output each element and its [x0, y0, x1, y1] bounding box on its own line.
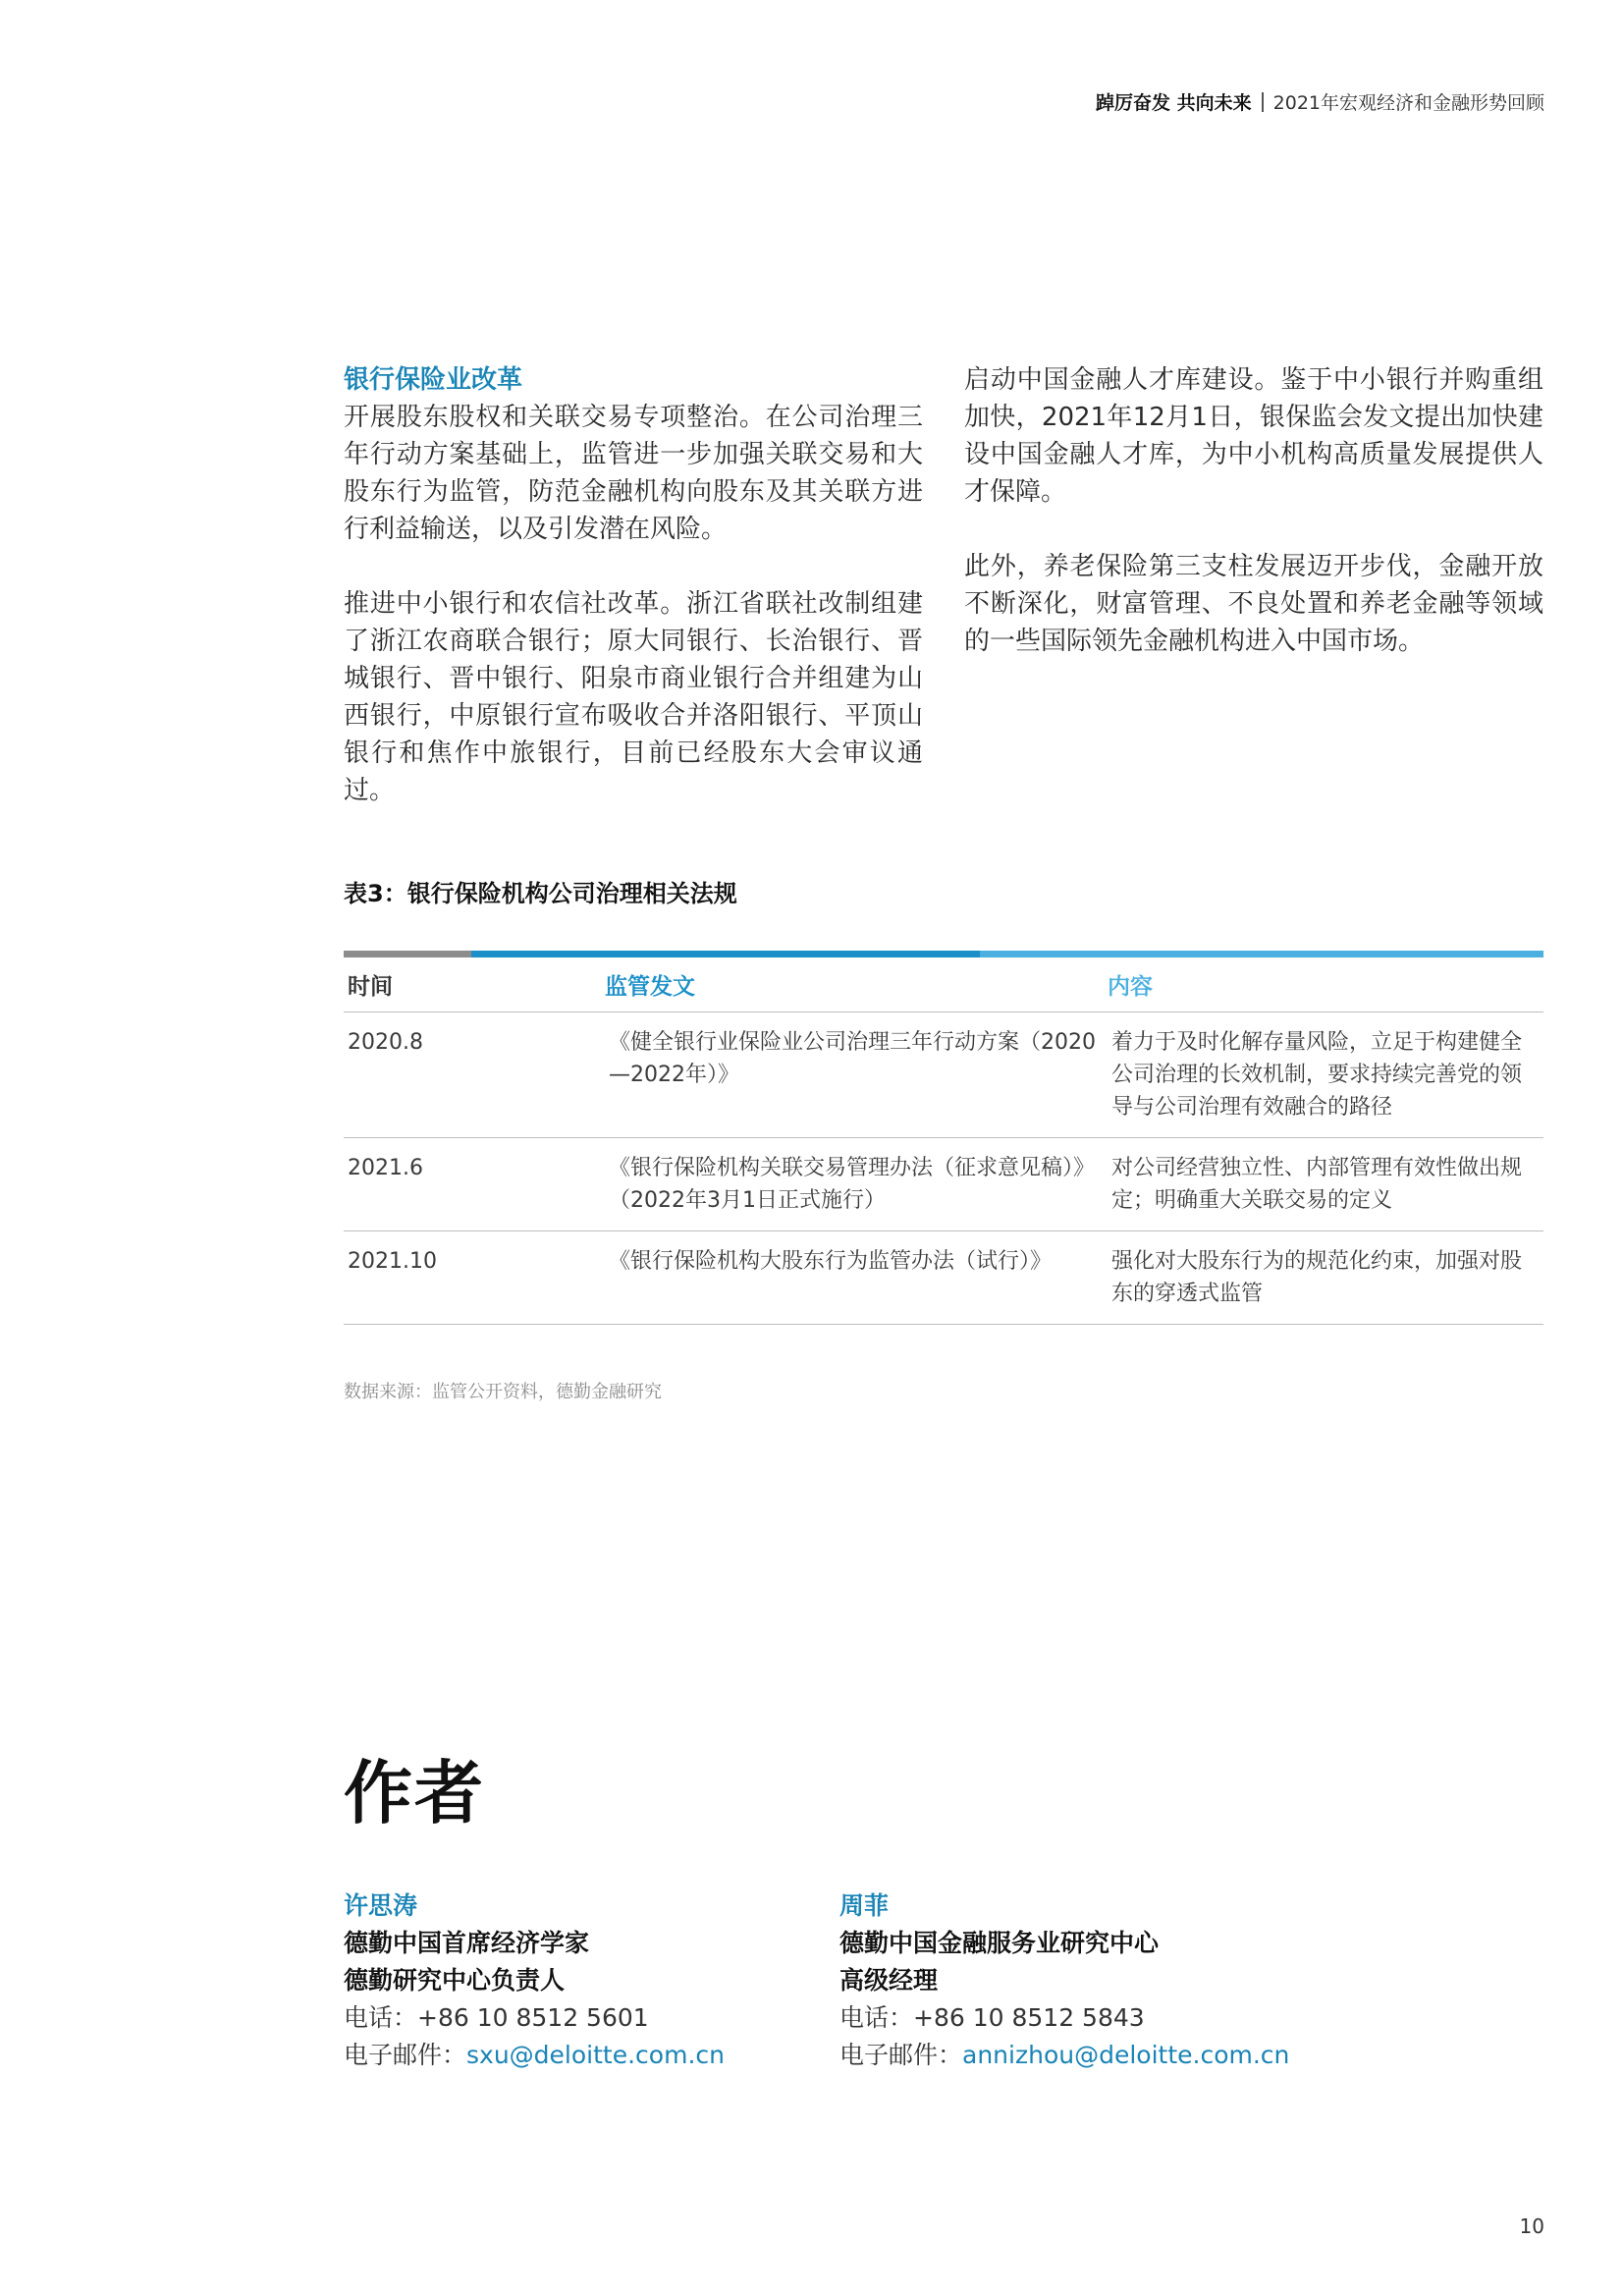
- phone-number: +86 10 8512 5601: [417, 2003, 649, 2032]
- phone-label: 电话：: [344, 2003, 418, 2032]
- author-title: 德勤研究中心负责人: [344, 1966, 566, 1995]
- author-phone: [344, 1999, 725, 2037]
- author-email: [839, 2037, 1289, 2074]
- header-bar-grey: [344, 951, 471, 957]
- header-divider: [1262, 92, 1264, 112]
- left-column: [344, 361, 923, 847]
- email-label: 电子邮件：: [839, 2041, 963, 2069]
- author-card: [839, 1887, 1289, 2074]
- author-title: 德勤中国首席经济学家: [344, 1929, 590, 1957]
- cell-document: 《健全银行业保险业公司治理三年行动方案（2020—2022年）》: [475, 1012, 1104, 1138]
- table-row: [344, 1012, 1543, 1138]
- running-header: [1096, 88, 1544, 115]
- cell-content: 着力于及时化解存量风险，立足于构建健全公司治理的长效机制，要求持续完善党的领导与公司治理有效融合的路径: [1104, 1012, 1543, 1138]
- header-slogan: 踔厉奋发 共向未来: [1096, 92, 1252, 114]
- column-header-content: 内容: [1104, 957, 1543, 1012]
- table-header-bar: [344, 951, 1543, 957]
- data-source-note: 数据来源：监管公开资料，德勤金融研究: [344, 1382, 662, 1402]
- regulations-table: [344, 951, 1543, 1325]
- author-title: 德勤中国金融服务业研究中心: [839, 1929, 1160, 1957]
- phone-label: 电话：: [839, 2003, 914, 2032]
- author-phone: [839, 1999, 1289, 2037]
- section-heading: 银行保险业改革: [344, 365, 523, 395]
- header-bar-light-blue: [980, 951, 1543, 957]
- table-title: 表3：银行保险机构公司治理相关法规: [344, 880, 737, 907]
- phone-number: +86 10 8512 5843: [913, 2003, 1145, 2032]
- cell-time: 2021.6: [344, 1138, 475, 1231]
- cell-content: 强化对大股东行为的规范化约束，加强对股东的穿透式监管: [1104, 1231, 1543, 1325]
- author-name: 周菲: [839, 1891, 890, 1920]
- cell-content: 对公司经营独立性、内部管理有效性做出规定；明确重大关联交易的定义: [1104, 1138, 1543, 1231]
- table-header-row: [344, 957, 1543, 1012]
- body-paragraph: 推进中小银行和农信社改革。浙江省联社改制组建了浙江农商联合银行；原大同银行、长治银行、晋城银行、晋中银行、阳泉市商业银行合并组建为山西银行，中原银行宣布吸收合并洛阳银行、平顶山银行和焦作中旅银行，目前已经股东大会审议通过。: [344, 589, 923, 805]
- email-link[interactable]: sxu@deloitte.com.cn: [466, 2041, 725, 2069]
- author-name: 许思涛: [344, 1891, 418, 1920]
- body-paragraph: 开展股东股权和关联交易专项整治。在公司治理三年行动方案基础上，监管进一步加强关联交易和大股东行为监管，防范金融机构向股东及其关联方进行利益输送，以及引发潜在风险。: [344, 403, 923, 544]
- cell-document: 《银行保险机构关联交易管理办法（征求意见稿）》（2022年3月1日正式施行）: [475, 1138, 1104, 1231]
- email-label: 电子邮件：: [344, 2041, 467, 2069]
- header-bar-blue: [471, 951, 980, 957]
- email-link[interactable]: annizhou@deloitte.com.cn: [962, 2041, 1290, 2069]
- author-title: 高级经理: [839, 1966, 939, 1995]
- body-paragraph: 此外，养老保险第三支柱发展迈开步伐，金融开放不断深化，财富管理、不良处置和养老金融等领域的一些国际领先金融机构进入中国市场。: [964, 552, 1543, 656]
- column-header-document: 监管发文: [475, 957, 1104, 1012]
- page-number: 10: [1519, 2214, 1544, 2238]
- cell-time: 2021.10: [344, 1231, 475, 1325]
- cell-time: 2020.8: [344, 1012, 475, 1138]
- table-body: [344, 957, 1543, 1325]
- column-header-time: 时间: [344, 957, 475, 1012]
- right-column: [964, 361, 1543, 697]
- cell-document: 《银行保险机构大股东行为监管办法（试行）》: [475, 1231, 1104, 1325]
- author-email: [344, 2037, 725, 2074]
- table-row: [344, 1138, 1543, 1231]
- body-paragraph: 启动中国金融人才库建设。鉴于中小银行并购重组加快，2021年12月1日，银保监会发文提出加快建设中国金融人才库，为中小机构高质量发展提供人才保障。: [964, 365, 1543, 507]
- table-row: [344, 1231, 1543, 1325]
- author-card: [344, 1887, 725, 2074]
- header-report-title: 2021年宏观经济和金融形势回顾: [1272, 92, 1544, 114]
- authors-heading: 作者: [344, 1753, 485, 1833]
